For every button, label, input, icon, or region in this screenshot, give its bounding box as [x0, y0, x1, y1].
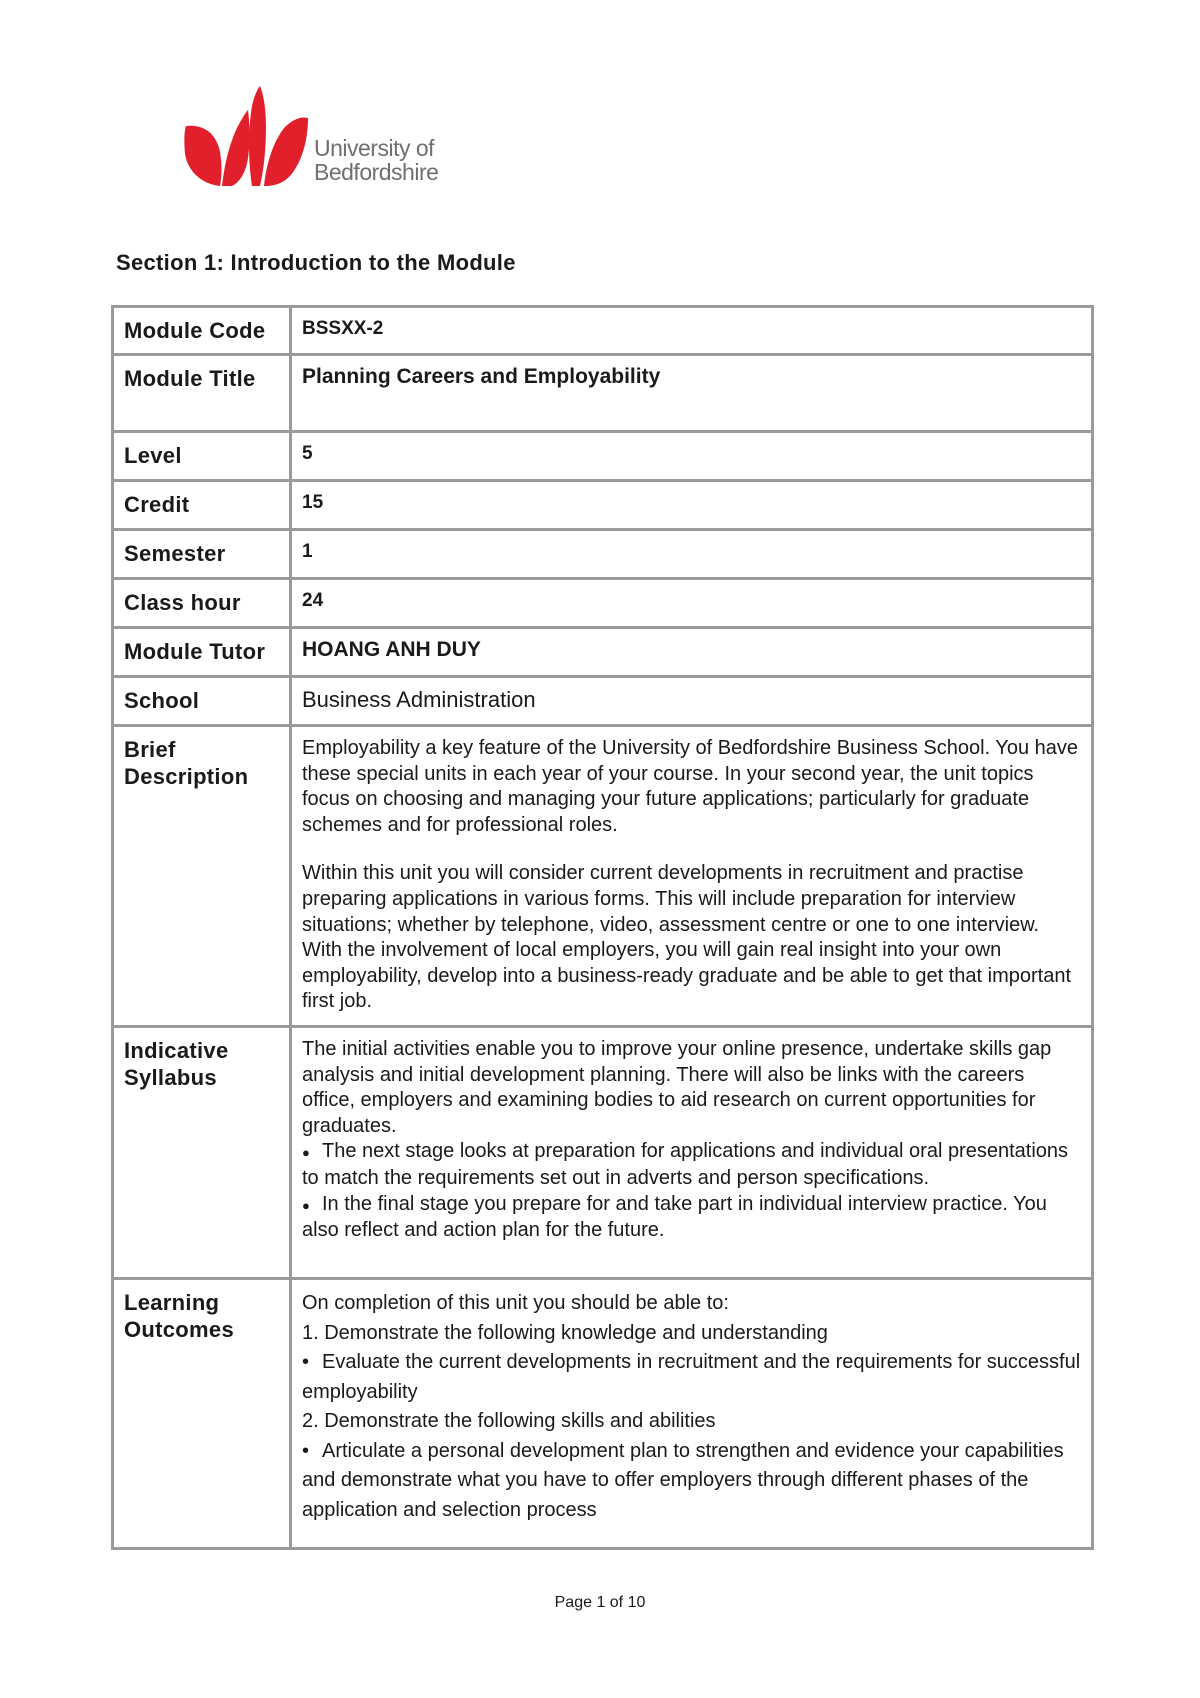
indicative-syllabus-value — [291, 1027, 1093, 1279]
page-number: Page 1 of 10 — [554, 1594, 646, 1611]
outcomes-bullet-text: Evaluate the current developments in recruitment and the requirements for successful employability — [302, 1351, 1081, 1403]
class-hour-label: Class hour — [113, 579, 291, 628]
syllabus-bullet-item — [302, 1192, 1081, 1244]
semester-value — [291, 530, 1093, 579]
module-info-table — [111, 305, 1094, 1550]
credit-label: Credit — [113, 481, 291, 530]
syllabus-bullet-item — [302, 1139, 1081, 1191]
brief-description-paragraph: Within this unit you will consider current developments in recruitment and practise preparing applications in various forms. This will include preparation for interview situations; whether by telephone, video, assessment centre or one to one interview. With the involvement of local employers, you will gain real insight into your own employability, develop into a business-ready graduate and be able to get that important first job. — [302, 862, 1072, 1013]
school-value — [291, 677, 1093, 726]
module-title-value — [291, 355, 1093, 432]
outcomes-bullet-text: Articulate a personal development plan to strengthen and evidence your capabilities and demonstrate what you have to offer employers through different phases of the application and selection process — [302, 1439, 1064, 1521]
outcomes-heading-2: 2. Demonstrate the following skills and abilities — [302, 1410, 716, 1432]
module-code-text: BSSXX-2 — [302, 318, 384, 339]
learning-outcomes-label — [113, 1279, 291, 1549]
brief-description-label-line-1: Brief — [124, 737, 176, 762]
indicative-syllabus-label — [113, 1027, 291, 1279]
learning-outcomes-value — [291, 1279, 1093, 1549]
syllabus-bullet-text: The next stage looks at preparation for applications and individual oral presentations to match the requirements set out in adverts and person specifications. — [302, 1140, 1069, 1189]
table-row — [113, 1279, 1093, 1549]
outcomes-intro: On completion of this unit you should be able to: — [302, 1292, 729, 1314]
table-row — [113, 579, 1093, 628]
table-row — [113, 307, 1093, 355]
syllabus-intro: The initial activities enable you to improve your online presence, undertake skills gap analysis and initial development planning. There will also be links with the careers office, employers and examining bodies to aid research on current opportunities for graduates. — [302, 1038, 1052, 1137]
outcomes-heading-1: 1. Demonstrate the following knowledge and understanding — [302, 1321, 828, 1344]
school-text: Business Administration — [302, 687, 536, 712]
table-row — [113, 726, 1093, 1027]
module-tutor-value — [291, 628, 1093, 677]
indicative-syllabus-label-line-1: Indicative — [124, 1038, 229, 1063]
outcomes-bullet-item — [302, 1437, 1081, 1526]
brief-description-paragraph: Employability a key feature of the University of Bedfordshire Business School. You have these special units in each year of your course. In your second year, the unit topics focus on choosing and managing your future applications; particularly for graduate schemes and for professional roles. — [302, 737, 1078, 836]
logo-line-1: University of — [314, 135, 435, 161]
module-code-label: Module Code — [113, 307, 291, 355]
module-title-label: Module Title — [113, 355, 291, 432]
credit-text: 15 — [302, 492, 324, 513]
module-tutor-text: HOANG ANH DUY — [302, 638, 481, 661]
school-label: School — [113, 677, 291, 726]
table-row — [113, 530, 1093, 579]
semester-label: Semester — [113, 530, 291, 579]
learning-outcomes-label-line-2: Outcomes — [124, 1317, 234, 1342]
module-tutor-label: Module Tutor — [113, 628, 291, 677]
table-row — [113, 432, 1093, 481]
class-hour-value — [291, 579, 1093, 628]
indicative-syllabus-label-line-2: Syllabus — [124, 1065, 217, 1090]
section-title: Section 1: Introduction to the Module — [116, 250, 516, 275]
table-row — [113, 677, 1093, 726]
logo-wordmark — [314, 136, 438, 184]
level-value — [291, 432, 1093, 481]
logo-mark-icon — [184, 84, 309, 189]
credit-value — [291, 481, 1093, 530]
brief-description-value — [291, 726, 1093, 1027]
table-row — [113, 1027, 1093, 1279]
brief-description-label-line-2: Description — [124, 764, 249, 789]
outcomes-bullet-item — [302, 1348, 1081, 1407]
semester-text: 1 — [302, 541, 313, 562]
learning-outcomes-label-line-1: Learning — [124, 1290, 220, 1315]
table-row — [113, 628, 1093, 677]
level-text: 5 — [302, 443, 313, 464]
logo-line-2: Bedfordshire — [314, 159, 439, 185]
bullet-icon: • — [302, 1439, 310, 1462]
syllabus-bullet-text: In the final stage you prepare for and take part in individual interview practice. You also reflect and action plan for the future. — [302, 1192, 1047, 1242]
table-row — [113, 355, 1093, 432]
bullet-icon: ● — [302, 1145, 310, 1161]
bullet-icon: ● — [302, 1197, 310, 1213]
table-row — [113, 481, 1093, 530]
bullet-icon: • — [302, 1351, 310, 1373]
module-code-value — [291, 307, 1093, 355]
module-title-text: Planning Careers and Employability — [302, 365, 661, 388]
university-logo — [184, 84, 444, 194]
brief-description-label — [113, 726, 291, 1027]
level-label: Level — [113, 432, 291, 481]
class-hour-text: 24 — [302, 590, 324, 611]
